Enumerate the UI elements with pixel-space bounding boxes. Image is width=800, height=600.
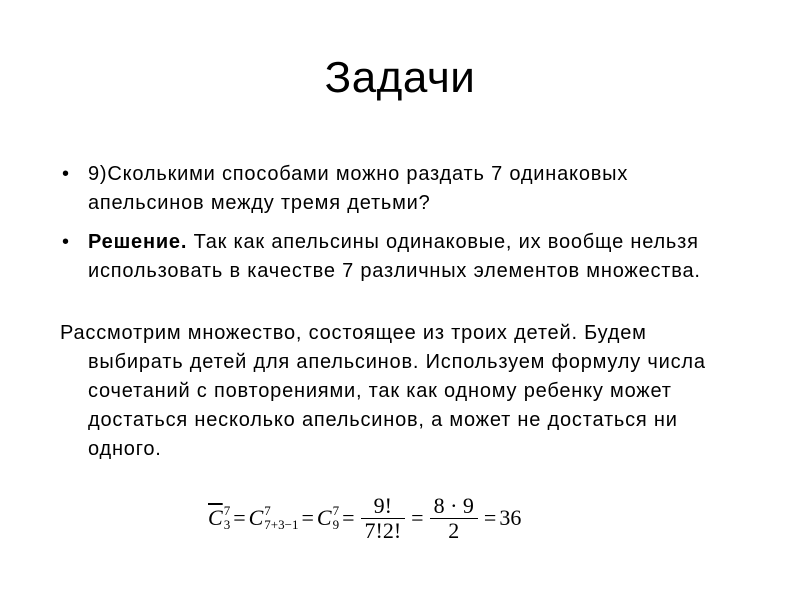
formula-term1-indices: [224, 504, 231, 532]
formula-term-c-bar: $\overline{C}$: [208, 505, 223, 530]
formula-result: 36: [499, 505, 522, 530]
bullet-item-problem: [62, 160, 748, 218]
fraction-denominator: 2: [448, 517, 460, 543]
solution-label: Решение.: [88, 231, 188, 253]
fraction-numerator: 9!: [373, 492, 392, 518]
equals-sign: =: [342, 505, 355, 530]
formula-term2-indices: [264, 504, 298, 532]
formula-term2-sub: 7+3−1: [264, 517, 299, 532]
formula-term1-sup: 7: [223, 503, 231, 518]
bullet-item-solution: [62, 228, 748, 286]
bullet-text: Так как апельсины одинаковые, их вообще нельзя использовать в качестве 7 различных элементов множества.: [88, 231, 701, 282]
formula-term-c: C: [316, 505, 332, 530]
combination-formula: [208, 488, 521, 548]
equals-sign: =: [483, 505, 497, 530]
equals-sign: =: [233, 505, 246, 530]
formula-term3-sub: 9: [332, 517, 340, 532]
fraction-factorial: [361, 494, 406, 543]
formula-term2-sup: 7: [264, 503, 271, 518]
paragraph-rest: выбирать детей для апельсинов. Используем формулу числа сочетаний с повторениями, так как одному ребенку может достаться несколько апельсинов, а может не достаться ни одного.: [88, 351, 706, 460]
fraction-numerator: 8 · 9: [433, 492, 474, 518]
formula-term3-indices: [333, 504, 340, 532]
formula-term-c: C: [248, 505, 264, 530]
explanation-paragraph: [60, 319, 750, 464]
bullet-marker: •: [62, 231, 70, 253]
formula-term3-sup: 7: [332, 503, 340, 518]
fraction-product: [430, 494, 478, 543]
bullet-marker: •: [62, 163, 70, 185]
equals-sign: =: [301, 505, 314, 530]
equals-sign: =: [411, 505, 424, 530]
slide-title: Задачи: [324, 53, 476, 102]
fraction-denominator: 7!2!: [364, 517, 402, 543]
formula-term1-sub: 3: [223, 517, 231, 532]
bullet-text: 9)Сколькими способами можно раздать 7 одинаковых апельсинов между тремя детьми?: [88, 163, 629, 214]
paragraph-first-line: Рассмотрим множество, состоящее из троих детей. Будем: [60, 322, 647, 344]
